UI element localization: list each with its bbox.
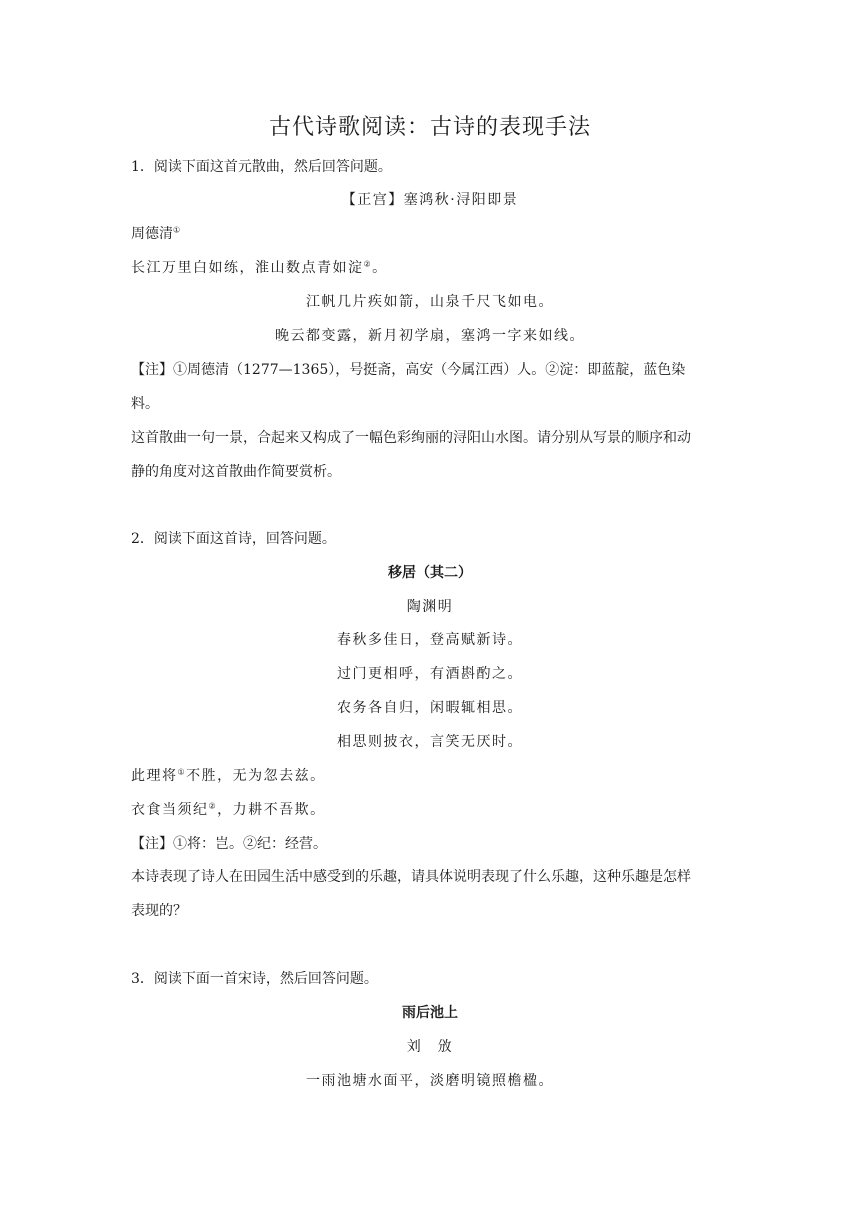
q2-note: 【注】①将：岂。②纪：经营。 (131, 836, 327, 852)
q2-author: 陶渊明 (406, 599, 454, 615)
q2-intro: 2．阅读下面这首诗，回答问题。 (131, 531, 336, 547)
q2-verse-3: 农务各自归，闲暇辄相思。 (337, 700, 523, 716)
q1-note-line-2: 料。 (131, 396, 159, 412)
q1-intro: 1．阅读下面这首元散曲，然后回答问题。 (131, 159, 392, 175)
q2-question-line-1: 本诗表现了诗人在田园生活中感受到的乐趣，请具体说明表现了什么乐趣，这种乐趣是怎样 (131, 869, 691, 885)
q2-verse-6 (131, 800, 326, 820)
page-title: 古代诗歌阅读：古诗的表现手法 (268, 115, 591, 140)
q1-note-line-1: 【注】①周德清（1277—1365），号挺斋，高安（今属江西）人。②淀：即蓝靛，蓝色染 (131, 362, 686, 378)
q2-verse-6-footnote-mark: ② (208, 801, 218, 811)
q3-author: 刘 攽 (406, 1039, 454, 1055)
q2-question-line-2: 表现的？ (131, 903, 187, 919)
q3-intro: 3．阅读下面一首宋诗，然后回答问题。 (131, 971, 378, 987)
q3-poem-title: 雨后池上 (402, 1005, 458, 1021)
q1-verse-2: 江帆几片疾如箭，山泉千尺飞如电。 (306, 294, 554, 310)
q1-verse-1-text: 长江万里白如练，淮山数点青如淀 (131, 260, 364, 276)
q1-verse-1 (131, 258, 388, 278)
q1-poem-title: 【正宫】塞鸿秋·浔阳即景 (341, 192, 519, 208)
q2-verse-5-text-a: 此理将 (131, 768, 178, 784)
q2-verse-6-text-a: 衣食当须纪 (131, 802, 209, 818)
q1-verse-1-footnote-mark: ② (363, 259, 373, 269)
q1-verse-1-end: 。 (372, 260, 388, 276)
q1-verse-3: 晚云都变露，新月初学扇，塞鸿一字来如线。 (275, 328, 585, 344)
q2-verse-5 (131, 766, 326, 786)
q3-verse-1: 一雨池塘水面平，淡磨明镜照檐楹。 (306, 1073, 554, 1089)
q2-poem-title: 移居（其二） (388, 565, 472, 581)
q1-author-footnote-mark: ① (173, 225, 181, 235)
q1-question-line-1: 这首散曲一句一景，合起来又构成了一幅色彩绚丽的浔阳山水图。请分别从写景的顺序和动 (131, 430, 691, 446)
q2-verse-1: 春秋多佳日，登高赋新诗。 (337, 632, 523, 648)
q2-verse-5-text-b: 不胜，无为忽去兹。 (186, 768, 326, 784)
q1-question-line-2: 静的角度对这首散曲作简要赏析。 (131, 464, 341, 480)
q2-verse-5-footnote-mark: ① (177, 767, 187, 777)
q1-author (131, 224, 180, 244)
q2-verse-2: 过门更相呼，有酒斟酌之。 (337, 666, 523, 682)
q2-verse-4: 相思则披衣，言笑无厌时。 (337, 734, 523, 750)
q2-verse-6-text-b: ，力耕不吾欺。 (217, 802, 326, 818)
q1-author-name: 周德清 (131, 226, 173, 242)
